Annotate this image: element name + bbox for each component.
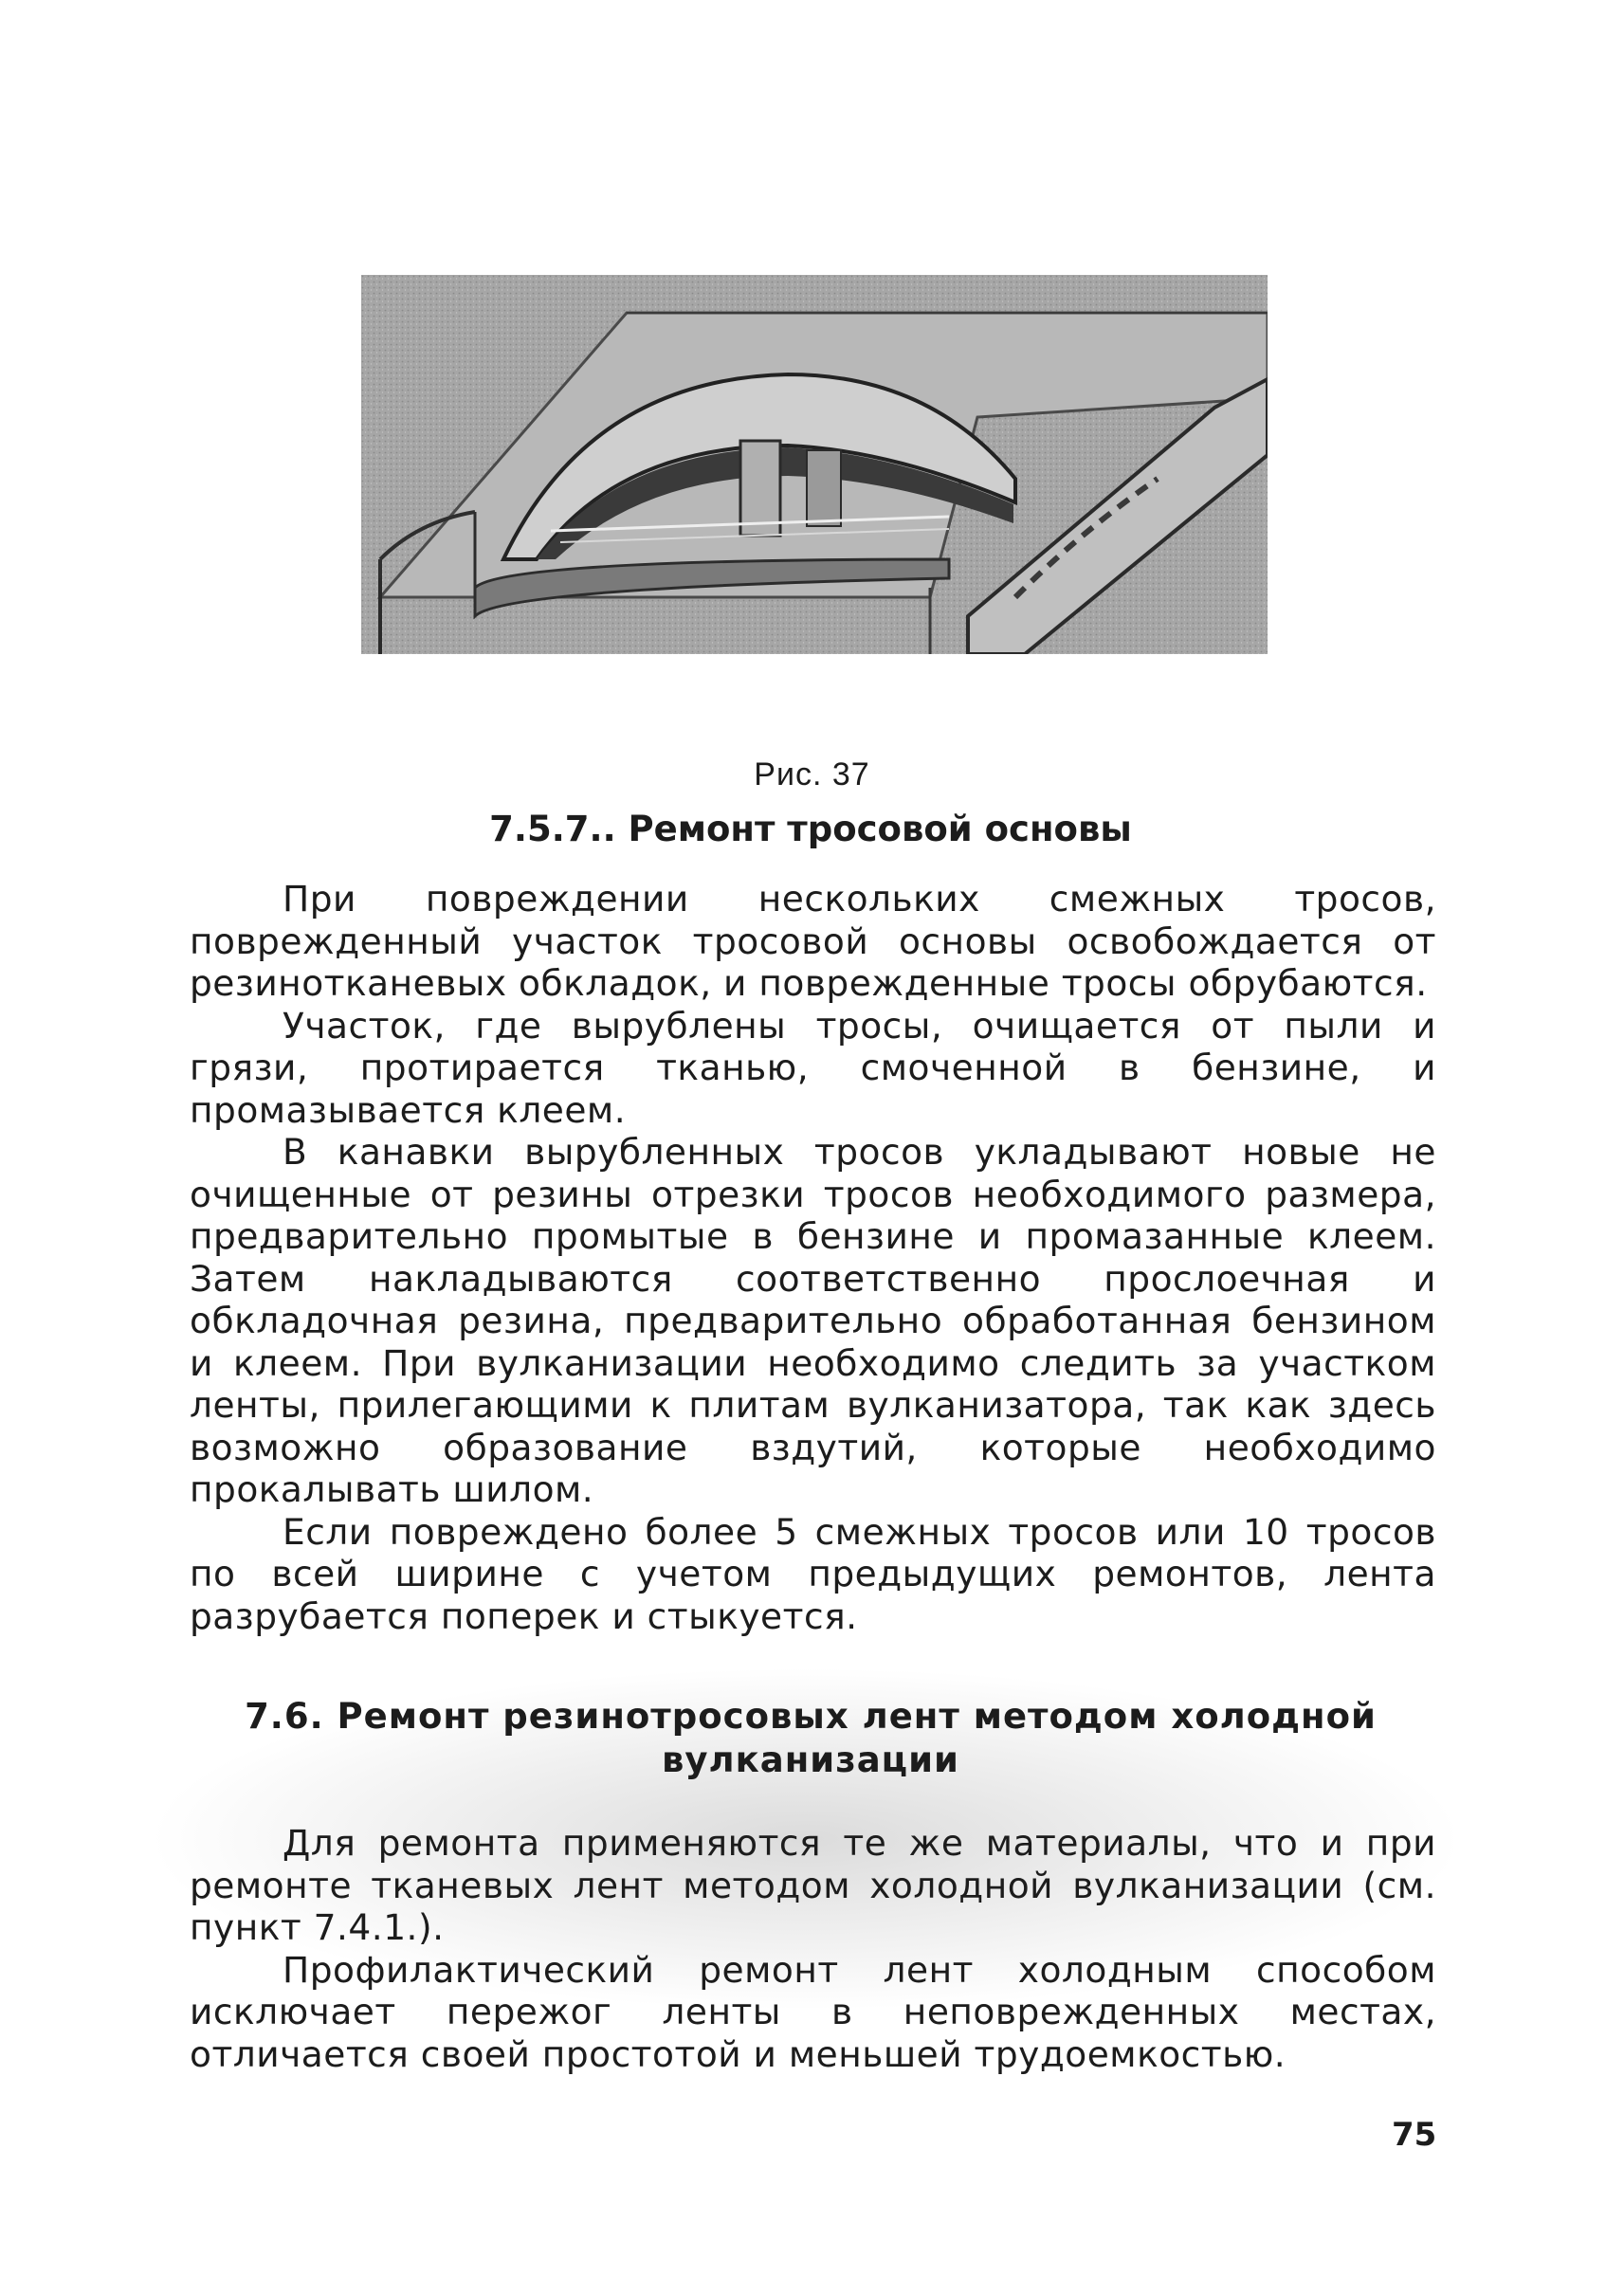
paragraph: Участок, где вырублены тросы, очищается от пыли и грязи, протирается тканью, смоченной в бензине, и промазывается клеем.: [190, 1004, 1436, 1131]
figure-caption: Рис. 37: [754, 756, 870, 792]
paragraph: Профилактический ремонт лент холодным способом исключает пережог ленты в неповрежденных местах, отличается своей простотой и меньшей трудоемкостью.: [190, 1948, 1436, 2075]
section-7-6-title: 7.6. Ремонт резинотросовых лент методом холодной вулканизации: [245, 1696, 1377, 1780]
paragraph: Для ремонта применяются те же материалы, что и при ремонте тканевых лент методом холодной вулканизации (см. пункт 7.4.1.).: [190, 1822, 1436, 1948]
section-7-5-7-body: [190, 878, 1436, 1637]
section-7-5-7-title: 7.5.7.. Ремонт тросовой основы: [489, 809, 1132, 849]
paragraph: В канавки вырубленных тросов укладывают новые не очищенные от резины отрезки тросов необходимого размера, предварительно промытые в бензине и промазанные клеем. Затем накладываются соответственно прослоечная и обкладочная резина, предварительно обработанная бензином и клеем. При вулканизации необходимо следить за участком ленты, прилегающими к плитам вулканизатора, так как здесь возможно образование вздутий, которые необходимо прокалывать шилом.: [190, 1131, 1436, 1510]
page-number: 75: [1392, 2116, 1437, 2154]
figure-37: [361, 275, 1268, 654]
section-7-6-body: [190, 1822, 1436, 2075]
belt-repair-illustration-icon: [361, 275, 1268, 654]
paragraph: При повреждении нескольких смежных тросов, поврежденный участок тросовой основы освобождается от резинотканевых обкладок, и поврежденные тросы обрубаются.: [190, 878, 1436, 1004]
paragraph: Если повреждено более 5 смежных тросов или 10 тросов по всей ширине с учетом предыдущих ремонтов, лента разрубается поперек и стыкуется.: [190, 1510, 1436, 1637]
